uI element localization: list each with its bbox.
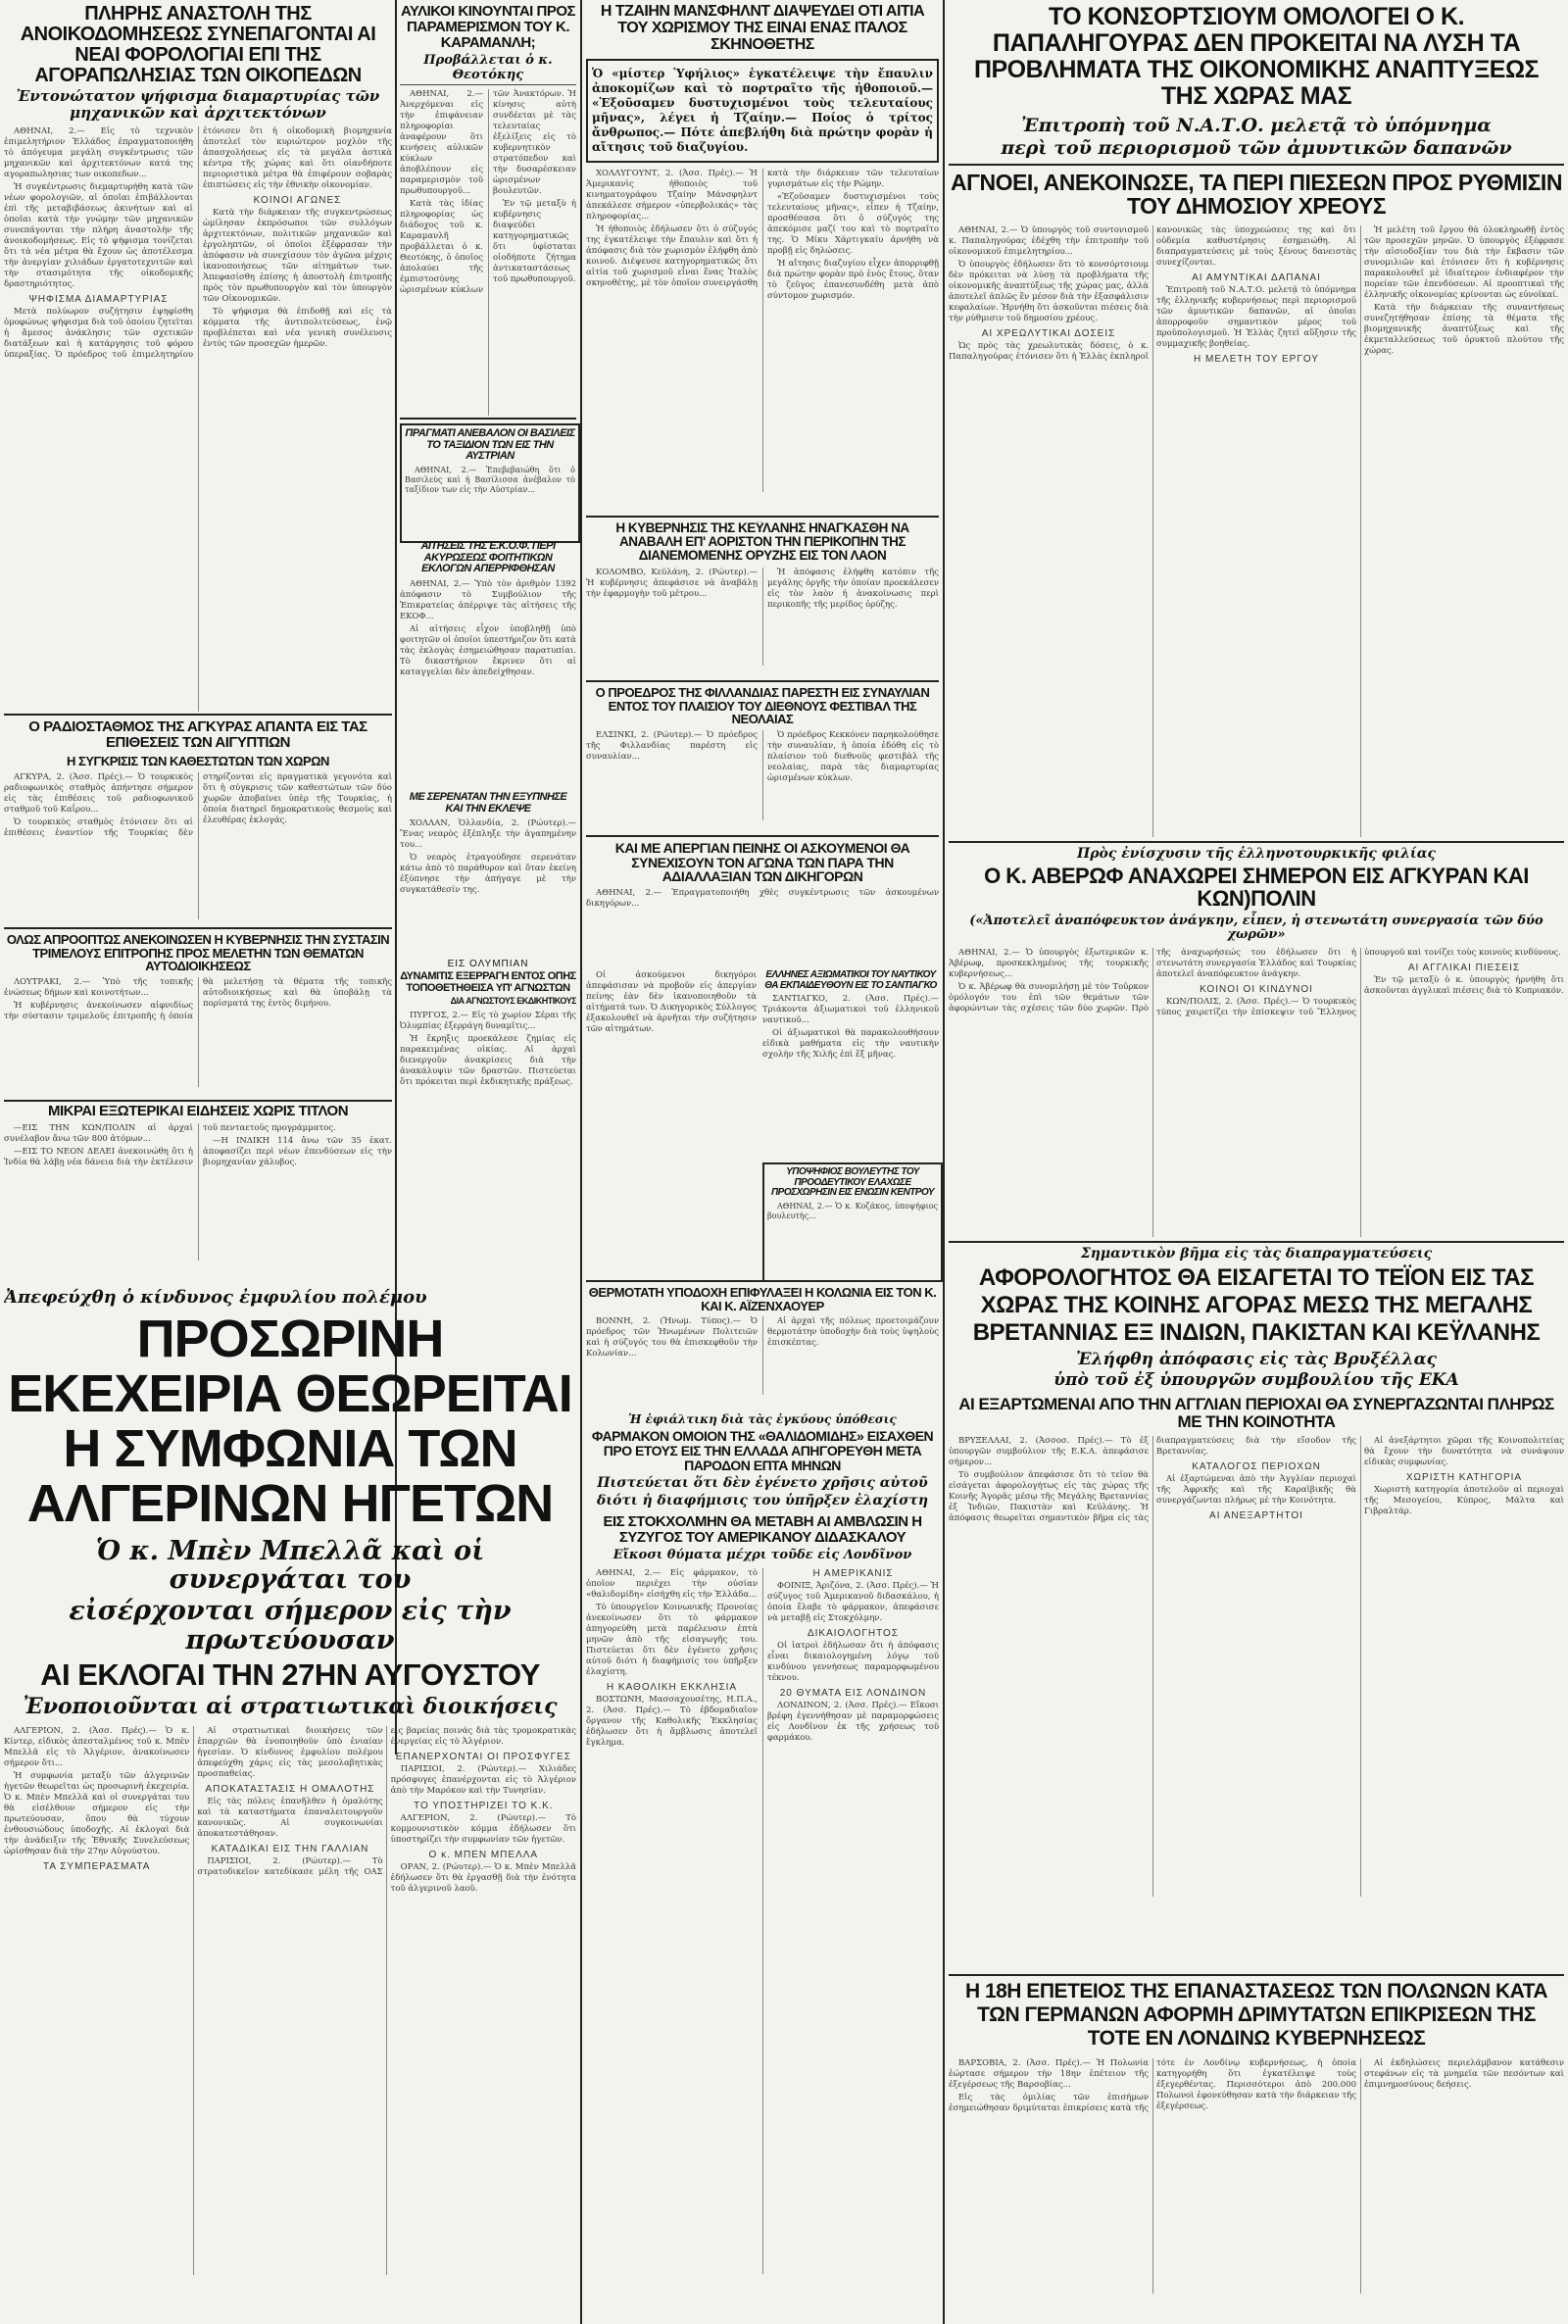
- article-body: —ΕΙΣ ΤΗΝ ΚΩΝ/ΠΟΛΙΝ αἱ ἀρχαὶ συνέλαβον ἄνω τῶν 800 ἀτόμων... —ΕΙΣ ΤΟ ΝΕΟΝ ΔΕΛΕΙ ἀνεκοινώθη ὅτι ἡ Ἰνδία θὰ λάβῃ νέα δάνεια διὰ τὴν ἐκτέλεσιν τοῦ πενταετοῦς προγράμματος. —Η ΙΝΔΙΚΗ 114 ἄνω τῶν 35 ἑκατ. ἀποφασίζει περὶ νέων ἐπενδύσεων εἰς τὴν βιομηχανίαν χάλυβος.: [4, 1122, 392, 1167]
- article-ekof: [400, 541, 576, 786]
- article-courtiers: [400, 4, 576, 416]
- article-body: ΑΛΓΕΡΙΟΝ, 2. (Ἀσσ. Πρές).— Ὁ κ. Κίντερ, εἰδικὸς ἀπεσταλμένος τοῦ κ. Μπὲν Μπελλᾶ εἰς τὸ Ἀλγέριον, ἀνακοίνωσεν σήμερον ὅτι... Ἡ συμφωνία μεταξὺ τῶν ἀλγερινῶν ἡγετῶν θεωρεῖται ὡς προσωρινὴ ἐκεχειρία. Ὁ κ. Μπὲν Μπελλᾶ καὶ οἱ συνεργάται του θὰ εἰσέλθουν σήμερον εἰς τὴν πρωτεύουσαν, ὅπου θὰ τύχουν ἐνθουσιώδους ὑποδοχῆς. Αἱ ἐκλογαὶ διὰ τὴν ἀνάδειξιν τῆς Ἐθνικῆς Συνελεύσεως ὡρίσθησαν διὰ τὴν 27ην Αὐγούστου. ΤΑ ΣΥΜΠΕΡΑΣΜΑΤΑ Αἱ στρατιωτικαὶ διοικήσεις τῶν ἐπαρχιῶν θὰ ἐνοποιηθοῦν ὑπὸ ἑνιαίαν ἡγεσίαν. Ὁ κίνδυνος ἐμφυλίου πολέμου ἀπεφεύχθη χάρις εἰς τὰς μεσολαβητικὰς προσπαθείας. ΑΠΟΚΑΤΑΣΤΑΣΙΣ Η ΟΜΑΛΟΤΗΣ Εἰς τὰς πόλεις ἐπανῆλθεν ἡ ὁμαλότης καὶ τὰ καταστήματα ἐπαναλειτουργοῦν κανονικῶς. Αἱ συγκοινωνίαι ἀποκατεστάθησαν. ΚΑΤΑΔΙΚΑΙ ΕΙΣ ΤΗΝ ΓΑΛΛΙΑΝ ΠΑΡΙΣΙΟΙ, 2. (Ρώυτερ).— Τὸ στρατοδικεῖον κατεδίκασε μέλη τῆς ΟΑΣ εἰς βαρείας ποινάς διὰ τὰς τρομοκρατικὰς ἐνεργείας εἰς τὸ Ἀλγέριον. ΕΠΑΝΕΡΧΟΝΤΑΙ ΟΙ ΠΡΟΣΦΥΓΕΣ ΠΑΡΙΣΙΟΙ, 2. (Ρώυτερ).— Χιλιάδες πρόσφυγες ἐπανέρχονται εἰς τὸ Ἀλγέριον ἀπὸ τὴν Μαρόκον καὶ τὴν Τυνησίαν. ΤΟ ΥΠΟΣΤΗΡΙΖΕΙ ΤΟ Κ.Κ. ΑΛΓΕΡΙΟΝ, 2. (Ρώυτερ).— Τὸ κομμουνιστικὸν κόμμα ἐδήλωσεν ὅτι ὑποστηρίζει τὴν συμφωνίαν τῶν ἡγετῶν. Ο κ. ΜΠΕΝ ΜΠΕΛΛΑ ΟΡΑΝ, 2. (Ρώυτερ).— Ὁ κ. Μπὲν Μπελλᾶ ἐδήλωσεν ὅτι θὰ ἐργασθῇ διὰ τὴν ἑνότητα τοῦ ἀλγερινοῦ λαοῦ.: [4, 1726, 576, 1895]
- divider: [949, 1241, 1564, 1243]
- headline: ΜΙΚΡΑΙ ΕΞΩΤΕΡΙΚΑΙ ΕΙΔΗΣΕΙΣ ΧΩΡΙΣ ΤΙΤΛΟΝ: [47, 1104, 349, 1119]
- divider: [586, 516, 939, 518]
- headline: ΠΡΟΣΩΡΙΝΗ ΕΚΕΧΕΙΡΙΑ ΘΕΩΡΕΙΤΑΙ Η ΣΥΜΦΩΝΙΑ ΤΩΝ ΑΛΓΕΡΙΝΩΝ ΗΓΕΤΩΝ: [8, 1309, 572, 1533]
- headline: ΜΕ ΣΕΡΕΝΑΤΑΝ ΤΗΝ ΕΞΥΠΝΗΣΕ ΚΑΙ ΤΗΝ ΕΚΛΕΨΕ: [409, 792, 567, 815]
- article-averoff: [949, 845, 1564, 1237]
- section-kicker: ΚΑΤΑΔΙΚΑΙ ΕΙΣ ΤΗΝ ΓΑΛΛΙΑΝ: [211, 1844, 369, 1855]
- article-polish-uprising: [949, 1980, 1564, 2320]
- lead-box: [586, 59, 939, 163]
- headline: ΑΥΛΙΚΟΙ ΚΙΝΟΥΝΤΑΙ ΠΡΟΣ ΠΑΡΑΜΕΡΙΣΜΟΝ ΤΟΥ Κ. ΚΑΡΑΜΑΝΛΗ;: [400, 4, 576, 51]
- headline: ΕΛΛΗΝΕΣ ΑΞΙΩΜΑΤΙΚΟΙ ΤΟΥ ΝΑΥΤΙΚΟΥ ΘΑ ΕΚΠΑΙΔΕΥΘΟΥΝ ΕΙΣ ΤΟ ΣΑΝΤΙΑΓΚΟ: [764, 970, 937, 991]
- subhead: ὑπὸ τοῦ ἐξ ὑπουργῶν συμβουλίου τῆς ΕΚΑ: [1054, 1370, 1459, 1391]
- subhead: Ἐλήφθη ἀπόφασις εἰς τὰς Βρυξέλλας: [1076, 1350, 1437, 1370]
- section-kicker: ΤΟ ΥΠΟΣΤΗΡΙΖΕΙ ΤΟ Κ.Κ.: [414, 1801, 554, 1812]
- byline: ΔΙΑ ΑΓΝΩΣΤΟΥΣ ΕΚΔΙΚΗΤΙΚΟΥΣ: [450, 996, 576, 1007]
- article-eisenhower: [586, 1280, 939, 1408]
- section-kicker: Η ΑΜΕΡΙΚΑΝΙΣ: [812, 1567, 894, 1579]
- kicker: Ἀπεφεύχθη ὁ κίνδυνος ἐμφυλίου πολέμου: [4, 1287, 427, 1308]
- kicker: Ἡ ἐφιάλτικη διὰ τὰς ἐγκύους ὑπόθεσις: [628, 1412, 897, 1426]
- section-kicker: ΤΑ ΣΥΜΠΕΡΑΣΜΑΤΑ: [42, 1861, 151, 1873]
- section-kicker: Η ΚΑΘΟΛΙΚΗ ΕΚΚΛΗΣΙΑ: [606, 1681, 738, 1693]
- subhead: Ὁ κ. Μπὲν Μπελλᾶ καὶ οἱ συνεργάται του: [95, 1535, 485, 1596]
- headline: ΚΑΙ ΜΕ ΑΠΕΡΓΙΑΝ ΠΕΙΝΗΣ ΟΙ ΑΣΚΟΥΜΕΝΟΙ ΘΑ ΣΥΝΕΧΙΣΟΥΝ ΤΟΝ ΑΓΩΝΑ ΤΩΝ ΠΑΡΑ ΤΗΝ ΑΔΙΑΛΛΑΞΙΑΝ ΤΩΝ ΔΙΚΗΓΟΡΩΝ: [614, 841, 910, 885]
- article-body: ΒΡΥΞΕΛΛΑΙ, 2. (Ἀσσοσ. Πρές).— Τὸ ἐξ ὑπουργῶν συμβούλιον τῆς Ε.Κ.Α. ἀπεφάσισε σήμερον... Τὸ συμβούλιον ἀπεφάσισε ὅτι τὸ τεῖον θὰ εἰσάγεται ἀφορολογήτως εἰς τὰς χώρας τῆς Κοινῆς Ἀγορᾶς μέσῳ τῆς Μεγάλης Βρεταννίας ἐξ Ἰνδιῶν, Πακιστὰν καὶ Κεϋλάνης. Ἡ ἀπόφασις θεωρεῖται σημαντικὸν βῆμα εἰς τὰς διαπραγματεύσεις διὰ τὴν εἴσοδον τῆς Βρεταννίας. ΚΑΤΑΛΟΓΟΣ ΠΕΡΙΟΧΩΝ Αἱ ἐξαρτώμεναι ἀπὸ τὴν Ἀγγλίαν περιοχαὶ τῆς Ἀφρικῆς καὶ τῆς Καραϊβικῆς θὰ συνεργάζωνται πλήρως μὲ τὴν Κοινότητα. ΑΙ ΑΝΕΞΑΡΤΗΤΟΙ Αἱ ἀνεξάρτητοι χῶραι τῆς Κοινοπολιτείας θὰ ἔχουν τὴν δυνατότητα νὰ συνάψουν εἰδικὰς συμφωνίας. ΧΩΡΙΣΤΗ ΚΑΤΗΓΟΡΙΑ Χωριστὴ κατηγορία ἀποτελοῦν αἱ περιοχαὶ τῆς Μεσογείου, Κύπρος, Μάλτα καὶ Γιβραλτάρ.: [949, 1436, 1564, 1524]
- article-body: ΑΘΗΝΑΙ, 2.— Εἰς τὸ τεχνικὸν ἐπιμελητήριον Ἑλλάδος ἐπραγματοποιήθη τὸ ἀπόγευμα μεγάλη συγκέντρωσις τῶν μηχανικῶν καὶ ἀρχιτεκτόνων κατά της αγοραπωλησιας των οικοπεδων... Ἡ συγκέντρωσις διεμαρτυρήθη κατὰ τῶν νέων φορολογιῶν, αἱ ὁποῖαι ἐπιβάλλονται ἐπὶ τῆς μεταβιβάσεως ἀκινήτων καὶ αἱ ὁποῖαι κατὰ τὴν γνώμην τῶν μηχανικῶν συνεπάγονται τὴν πλήρη ἀναστολὴν τῆς ἀνοικοδομήσεως. Εἰς τὸ ψήφισμα τονίζεται ὅτι τὰ νέα μέτρα θὰ ἔχουν ὡς ἀποτέλεσμα τὴν ἀνεργίαν χιλιάδων ἐργατοτεχνιτῶν καὶ τὴν στασιμότητα τῆς οἰκοδομικῆς δραστηριότητος. ΨΗΦΙΣΜΑ ΔΙΑΜΑΡΤΥΡΙΑΣ Μετὰ πολύωρον συζήτησιν ἐψηφίσθη ὁμοφώνως ψήφισμα διὰ τοῦ ὁποίου ζητεῖται ἡ ἄμεσος ἀνάκλησις τῶν σχετικῶν διατάξεων καὶ ἡ κατάργησις τοῦ φόρου ὑπεραξίας. Ὁ πρόεδρος τοῦ ἐπιμελητηρίου ἐτόνισεν ὅτι ἡ οἰκοδομικὴ βιομηχανία ἀποτελεῖ τὸν κυριώτερον μοχλὸν τῆς ἀπασχολήσεως εἰς τὰ μεγάλα ἀστικὰ κέντρα τῆς χώρας καὶ ὅτι οἱανδήποτε περιοριστικὰ μέτρα θὰ ἐπιφέρουν σοβαρὰς ἐπιπτώσεις εἰς τὴν ἐθνικὴν οἰκονομίαν. ΚΟΙΝΟΙ ΑΓΩΝΕΣ Κατὰ τὴν διάρκειαν τῆς συγκεντρώσεως ὡμίλησαν ἐκπρόσωποι τῶν συλλόγων ἀρχιτεκτόνων, πολιτικῶν μηχανικῶν καὶ ἐργοληπτῶν, οἱ ὁποῖοι ἐξέφρασαν τὴν ἀπόφασιν νὰ συνεχίσουν τὸν ἀγῶνα μέχρις ἱκανοποιήσεως τῶν αἰτημάτων των. Ἀπεφασίσθη ἐπίσης ἡ ἀποστολὴ ἐπιτροπῆς πρὸς τὸν πρωθυπουργὸν καὶ τὸν ὑπουργὸν τῶν Οἰκονομικῶν. Τὸ ψήφισμα θὰ ἐπιδοθῇ καὶ εἰς τὰ κόμματα τῆς ἀντιπολιτεύσεως, ἐνῷ προβλέπεται καὶ νέα γενικὴ συνέλευσις ἐντὸς τῶν προσεχῶν ἡμερῶν.: [4, 126, 392, 360]
- section-kicker: 20 ΘΥΜΑΤΑ ΕΙΣ ΛΟΝΔΙΝΟΝ: [779, 1687, 927, 1699]
- divider: [4, 927, 392, 929]
- column-rule: [943, 0, 945, 2324]
- article-body: ΑΘΗΝΑΙ, 2.— Ὑπὸ τὸν ἀριθμὸν 1392 ἀπόφασιν τὸ Συμβούλιον τῆς Ἐπικρατείας ἀπέρριψε τὰς αἰτήσεις τῆς ΕΚΟΦ... Αἱ αἰτήσεις εἶχον ὑποβληθῇ ὑπὸ φοιτητῶν οἱ ὁποῖοι ὑπεστήριζον ὅτι κατὰ τὰς ἐκλογὰς ἐσημειώθησαν παρατυπίαι. Τὸ δικαστήριον ἔκρινεν ὅτι αἱ καταγγελίαι δὲν ἀπεδείχθησαν.: [400, 578, 576, 677]
- headline: ΠΡΑΓΜΑΤΙ ΑΝΕΒΑΛΟΝ ΟΙ ΒΑΣΙΛΕΙΣ ΤΟ ΤΑΞΙΔΙΟΝ ΤΩΝ ΕΙΣ ΤΗΝ ΑΥΣΤΡΙΑΝ: [405, 427, 575, 463]
- section-kicker: ΕΙΣ ΟΛΥΜΠΙΑΝ: [447, 959, 529, 969]
- article-body: ΑΘΗΝΑΙ, 2.— Ὁ ὑπουργὸς ἐξωτερικῶν κ. Ἀβέρωφ, προσκεκλημένος τῆς τουρκικῆς κυβερνήσεως... Ὁ κ. Ἀβέρωφ θὰ συνομιλήσῃ μὲ τὸν Τοῦρκον ὁμόλογόν του ἐπὶ τῶν θεμάτων τῶν ἀφορώντων τὰς σχέσεις τῶν δύο χωρῶν. Πρὸ τῆς ἀναχωρήσεώς του ἐδήλωσεν ὅτι ἡ στενωτάτη συνεργασία Ἑλλάδος καὶ Τουρκίας ἀποτελεῖ ἀναπόφευκτον ἀνάγκην. ΚΟΙΝΟΙ ΟΙ ΚΙΝΔΥΝΟΙ ΚΩΝ/ΠΟΛΙΣ, 2. (Ἀσσ. Πρές).— Ὁ τουρκικὸς τύπος χαιρετίζει τὴν ἐπίσκεψιν τοῦ Ἕλληνος ὑπουργοῦ καὶ τονίζει τοὺς κοινοὺς κινδύνους. ΑΙ ΑΓΓΛΙΚΑΙ ΠΙΕΣΕΙΣ Ἐν τῷ μεταξὺ ὁ κ. ὑπουργὸς ἠρνήθη ὅτι ἀσκοῦνται ἀγγλικαὶ πιέσεις διὰ τὸ Κυπριακόν.: [949, 948, 1564, 1018]
- section-kicker: ΑΙ ΑΜΥΝΤΙΚΑΙ ΔΑΠΑΝΑΙ: [1192, 272, 1321, 284]
- subhead: Προβάλλεται ὁ κ. Θεοτόκης: [400, 54, 576, 85]
- divider: [4, 714, 392, 716]
- article-body: ΒΟΝΝΗ, 2. (Ἡνωμ. Τύπος).— Ὁ πρόεδρος τῶν Ἡνωμένων Πολιτειῶν καὶ ἡ σύζυγός του θὰ ἐπισκεφθοῦν τὴν Κολωνίαν... Αἱ ἀρχαὶ τῆς πόλεως προετοιμάζουν θερμοτάτην ὑποδοχὴν διὰ τοὺς ὑψηλοὺς ἐπισκέπτας.: [586, 1316, 939, 1360]
- section-kicker: ΑΙ ΧΡΕΩΛΥΤΙΚΑΙ ΔΟΣΕΙΣ: [981, 328, 1116, 340]
- headline: ΑΦΟΡΟΛΟΓΗΤΟΣ ΘΑ ΕΙΣΑΓΕΤΑΙ ΤΟ ΤΕΪΟΝ ΕΙΣ ΤΑΣ ΧΩΡΑΣ ΤΗΣ ΚΟΙΝΗΣ ΑΓΟΡΑΣ ΜΕΣΩ ΤΗΣ ΜΕΓΑΛΗΣ ΒΡΕΤΑΝΝΙΑΣ ΕΞ ΙΝΔΙΩΝ, ΠΑΚΙΣΤΑΝ ΚΑΙ ΚΕΫΛΑΝΗΣ: [972, 1264, 1541, 1347]
- article-self-government: [4, 933, 392, 1098]
- article-ceylon-rice: [586, 521, 939, 678]
- article-body: ΑΘΗΝΑΙ, 2.— Ἐπραγματοποιήθη χθὲς συγκέντρωσις τῶν ἀσκουμένων δικηγόρων...: [586, 888, 939, 910]
- divider: [400, 418, 576, 420]
- article-body: ΑΘΗΝΑΙ, 2.— Ὁ κ. Κοζάκος, ὑποψήφιος βουλευτὴς...: [767, 1201, 938, 1220]
- section-kicker: ΧΩΡΙΣΤΗ ΚΑΤΗΓΟΡΙΑ: [1405, 1472, 1523, 1484]
- headline: Η 18Η ΕΠΕΤΕΙΟΣ ΤΗΣ ΕΠΑΝΑΣΤΑΣΕΩΣ ΤΩΝ ΠΟΛΩΝΩΝ ΚΑΤΑ ΤΩΝ ΓΕΡΜΑΝΩΝ ΑΦΟΡΜΗ ΔΡΙΜΥΤΑΤΩΝ ΕΠΙΚΡΙΣΕΩΝ ΤΗΣ ΤΟΤΕ ΕΝ ΛΟΝΔΙΝΩ ΚΥΒΕΡΝΗΣΕΩΣ: [964, 1980, 1548, 2050]
- headline: ΦΑΡΜΑΚΟΝ ΟΜΟΙΟΝ ΤΗΣ «ΘΑΛΙΔΟΜΙΔΗΣ» ΕΙΣΑΧΘΕΝ ΠΡΟ ΕΤΟΥΣ ΕΙΣ ΤΗΝ ΕΛΛΑΔΑ ΑΠΗΓΟΡΕΥΘΗ ΜΕΤΑ ΠΑΡΟΔΟΝ ΕΠΤΑ ΜΗΝΩΝ: [591, 1428, 934, 1473]
- divider: [949, 164, 1564, 166]
- subhead: Ἐνοποιοῦνται αἱ στρατιωτικαὶ διοικήσεις: [23, 1694, 558, 1720]
- article-body: ΠΥΡΓΟΣ, 2.— Εἰς τὸ χωρίον Σέραι τῆς Ὀλυμπίας ἐξερράγη δυναμῖτις... Ἡ ἔκρηξις προεκάλεσε ζημίας εἰς παρακειμένας οἰκίας. Αἱ ἀρχαὶ διενεργοῦν ἀνακρίσεις διὰ τὴν ἀνακάλυψιν τῶν δραστῶν. Πιστεύεται ὅτι πρόκειται περὶ ἐκδικητικῆς πράξεως.: [400, 1010, 576, 1087]
- article-body: ΑΘΗΝΑΙ, 2.— Ἐπεβεβαιώθη ὅτι ὁ Βασιλεὺς καὶ ἡ Βασίλισσα ἀνέβαλον τὸ ταξίδιον των εἰς τὴν Αὐστρίαν...: [405, 465, 575, 494]
- article-navy-officers: [762, 970, 939, 1157]
- headline: ΘΕΡΜΟΤΑΤΗ ΥΠΟΔΟΧΗ ΕΠΙΦΥΛΑΞΕΙ Η ΚΟΛΩΝΙΑ ΕΙΣ ΤΟΝ Κ. ΚΑΙ Κ. ΑΪΖΕΝΧΑΟΥΕΡ: [588, 1285, 937, 1313]
- section-kicker: ΑΙ ΑΓΓΛΙΚΑΙ ΠΙΕΣΕΙΣ: [1407, 963, 1521, 974]
- article-body: ΑΘΗΝΑΙ, 2.— Εἰς φάρμακον, τὸ ὁποῖον περιέχει τὴν οὐσίαν «θαλιδομίδη» εἰσήχθη εἰς τὴν Ἑλλάδα... Τὸ ὑπουργεῖον Κοινωνικῆς Προνοίας ἀνεκοίνωσεν ὅτι τὸ φάρμακον ἀπηγορεύθη μετὰ παρέλευσιν ἑπτὰ μηνῶν ἀπὸ τῆς εἰσαγωγῆς του. Πιστεύεται ὅτι δὲν ἐγένετο χρῆσις αὐτοῦ διότι ἡ διαφήμισίς του ὑπῆρξεν ἐλαχίστη. Η ΚΑΘΟΛΙΚΗ ΕΚΚΛΗΣΙΑ ΒΟΣΤΩΝΗ, Μασσαχουσέτης, Η.Π.Α., 2. (Ἀσσ. Πρές).— Τὸ ἑβδομαδιαῖον ὄργανον τῆς Καθολικῆς Ἐκκλησίας ἐδήλωσεν ὅτι ἡ ἄμβλωσις ἀποτελεῖ ἔγκλημα. Η ΑΜΕΡΙΚΑΝΙΣ ΦΟΙΝΙΞ, Ἀριζόνα, 2. (Ἀσσ. Πρές).— Ἡ σύζυγος τοῦ Ἀμερικανοῦ διδασκάλου, ἡ ὁποία ἔλαβε τὸ φάρμακον, ἀπεφάσισε νὰ μεταβῇ εἰς Στοκχόλμην. ΔΙΚΑΙΟΛΟΓΗΤΟΣ Οἱ ἰατροὶ ἐδήλωσαν ὅτι ἡ ἀπόφασις εἶναι δικαιολογημένη λόγῳ τοῦ κινδύνου γεννήσεως παραμορφωμένου τέκνου. 20 ΘΥΜΑΤΑ ΕΙΣ ΛΟΝΔΙΝΟΝ ΛΟΝΔΙΝΟΝ, 2. (Ἀσσ. Πρές).— Εἴκοσι βρέφη ἐγεννήθησαν μὲ παραμορφώσεις εἰς Λονδῖνον ἐκ τῆς χρήσεως τοῦ φαρμάκου.: [586, 1567, 939, 1748]
- lead-text: Ὁ «μίστερ Ὑφήλιος» ἐγκατέλειψε τὴν ἔπαυλιν ἀποκομίζων καὶ τὸ πορτραῖτο τῆς ἠθοποιοῦ.— «Ἐξοῦσαμεν δυστυχισμένοι τοὺς τελευταίους μῆνας», λέγει ἡ Τζαίην.— Ποίος ὁ τρίτος ἄνθρωπος.— Πότε ἀπεβλήθη διὰ πρώτην φορὰν ἡ αἴτησις τοῦ διαζυγίου.: [592, 67, 933, 155]
- headline: ΤΟ ΚΟΝΣΟΡΤΣΙΟΥΜ ΟΜΟΛΟΓΕΙ Ο Κ. ΠΑΠΑΛΗΓΟΥΡΑΣ ΔΕΝ ΠΡΟΚΕΙΤΑΙ ΝΑ ΛΥΣΗ ΤΑ ΠΡΟΒΛΗΜΑΤΑ ΤΗΣ ΟΙΚΟΝΟΜΙΚΗΣ ΑΝΑΠΤΥΞΕΩΣ ΤΗΣ ΧΩΡΑΣ ΜΑΣ: [973, 4, 1540, 110]
- kicker: Σημαντικὸν βῆμα εἰς τὰς διαπραγματεύσεις: [1080, 1246, 1433, 1261]
- divider: [4, 1100, 392, 1102]
- article-finland: [586, 686, 939, 833]
- headline: ΥΠΟΨΗΦΙΟΣ ΒΟΥΛΕΥΤΗΣ ΤΟΥ ΠΡΟΟΔΕΥΤΙΚΟΥ ΕΛΑΧΩΣΕ ΠΡΟΣΧΩΡΗΣΙΝ ΕΙΣ ΕΝΩΣΙΝ ΚΕΝΤΡΟΥ: [770, 1166, 935, 1198]
- section-kicker: Η ΜΕΛΕΤΗ ΤΟΥ ΕΡΓΟΥ: [1194, 354, 1319, 366]
- section-kicker: ΚΟΙΝΟΙ ΟΙ ΚΙΝΔΥΝΟΙ: [1200, 984, 1313, 996]
- kicker: Πρὸς ἐνίσχυσιν τῆς ἑλληνοτουρκικῆς φιλίας: [1076, 846, 1437, 862]
- article-body: ΑΘΗΝΑΙ, 2.— Ὁ ὑπουργὸς τοῦ συντονισμοῦ κ. Παπαληγούρας ἐδέχθη τὴν ἐπιτροπὴν τοῦ οἰκονομικοῦ ἐπιμελητηρίου... Ὁ ὑπουργὸς ἐδήλωσεν ὅτι τὸ κονσόρτσιουμ δὲν πρόκειται νὰ λύσῃ τὰ προβλήματα τῆς οἰκονομικῆς ἀναπτύξεως τῆς χώρας μας, ἀλλὰ ἀποτελεῖ ἁπλῶς ἓν μέσον διὰ τὴν ἐξασφάλισιν κεφαλαίων. Ἠρνήθη ὅτι ἀσκοῦνται πιέσεις διὰ τὴν ρύθμισιν τοῦ δημοσίου χρέους. ΑΙ ΧΡΕΩΛΥΤΙΚΑΙ ΔΟΣΕΙΣ Ὡς πρὸς τὰς χρεωλυτικὰς δόσεις, ὁ κ. Παπαληγούρας ἐτόνισεν ὅτι ἡ Ἑλλὰς ἐκπληροῖ κανονικῶς τὰς ὑποχρεώσεις της καὶ ὅτι οὐδεμία καθυστέρησις ἐσημειώθη. Αἱ διαπραγματεύσεις μὲ τοὺς ξένους δανειστὰς συνεχίζονται. ΑΙ ΑΜΥΝΤΙΚΑΙ ΔΑΠΑΝΑΙ Ἐπιτροπὴ τοῦ Ν.Α.Τ.Ο. μελετᾷ τὸ ὑπόμνημα τῆς ἑλληνικῆς κυβερνήσεως περὶ περιορισμοῦ τῶν ἀμυντικῶν δαπανῶν, αἱ ὁποῖαι ἀπορροφοῦν σημαντικὸν μέρος τοῦ προϋπολογισμοῦ. Ἡ Ἑλλὰς ζητεῖ αὔξησιν τῆς συμμαχικῆς βοηθείας. Η ΜΕΛΕΤΗ ΤΟΥ ΕΡΓΟΥ Ἡ μελέτη τοῦ ἔργου θὰ ὁλοκληρωθῇ ἐντὸς τῶν προσεχῶν μηνῶν. Ὁ ὑπουργὸς ἐξέφρασε τὴν αἰσιοδοξίαν του διὰ τὴν ἔκβασιν τῶν συνομιλιῶν καὶ ἐτόνισεν ὅτι ἡ κυβέρνησις παρακολουθεῖ μὲ ἰδιαίτερον ἐνδιαφέρον τὴν πορείαν τῶν ἐπενδύσεων. Αἱ προοπτικαὶ τῆς ἑλληνικῆς οἰκονομίας κρίνονται ὡς εὐνοϊκαί. Κατὰ τὴν διάρκειαν τῆς συναντήσεως συνεζητήθησαν ἐπίσης τὰ θέματα τῆς βιομηχανικῆς ἀναπτύξεως καὶ τῆς ἐκμεταλλεύσεως τοῦ ὀρυκτοῦ πλούτου τῆς χώρας.: [949, 225, 1564, 366]
- headline-secondary: ΑΙ ΕΚΛΟΓΑΙ ΤΗΝ 27ΗΝ ΑΥΓΟΥΣΤΟΥ: [40, 1656, 540, 1692]
- divider: [586, 835, 939, 837]
- article-hunger-strike: [586, 841, 939, 968]
- divider: [949, 841, 1564, 843]
- subhead: («Ἀποτελεῖ ἀναπόφευκτον ἀνάγκην, εἶπεν, ἡ στενωτάτη συνεργασία τῶν δύο χωρῶν»: [969, 913, 1544, 942]
- headline: ΠΛΗΡΗΣ ΑΝΑΣΤΟΛΗ ΤΗΣ ΑΝΟΙΚΟΔΟΜΗΣΕΩΣ ΣΥΝΕΠΑΓΟΝΤΑΙ ΑΙ ΝΕΑΙ ΦΟΡΟΛΟΓΙΑΙ ΕΠΙ ΤΗΣ ΑΓΟΡΑΠΩΛΗΣΙΑΣ ΤΩΝ ΟΙΚΟΠΕΔΩΝ: [20, 4, 376, 86]
- section-kicker: ΨΗΦΙΣΜΑ ΔΙΑΜΑΡΤΥΡΙΑΣ: [28, 294, 169, 305]
- section-kicker: ΚΟΙΝΟΙ ΑΓΩΝΕΣ: [253, 195, 342, 206]
- headline: Η ΤΖΑΙΗΝ ΜΑΝΣΦΗΛΝΤ ΔΙΑΨΕΥΔΕΙ ΟΤΙ ΑΙΤΙΑ ΤΟΥ ΧΩΡΙΣΜΟΥ ΤΗΣ ΕΙΝΑΙ ΕΝΑΣ ΙΤΑΛΟΣ ΣΚΗΝΟΘΕΤΗΣ: [600, 4, 925, 53]
- subhead: διότι ἡ διαφήμισις του ὑπῆρξεν ἐλαχίστη: [596, 1492, 928, 1508]
- headline: Ο Κ. ΑΒΕΡΩΦ ΑΝΑΧΩΡΕΙ ΣΗΜΕΡΟΝ ΕΙΣ ΑΓΚΥΡΑΝ ΚΑΙ ΚΩΝ)ΠΟΛΙΝ: [984, 864, 1529, 912]
- subhead: περὶ τοῦ περιορισμοῦ τῶν ἀμυντικῶν δαπανῶν: [1001, 136, 1512, 159]
- section-kicker: Ο κ. ΜΠΕΝ ΜΠΕΛΛΑ: [428, 1850, 539, 1861]
- column-rule: [580, 1294, 582, 2324]
- subhead: εἰσέρχονται σήμερον εἰς τὴν πρωτεύουσαν: [69, 1596, 512, 1656]
- headline: ΟΛΩΣ ΑΠΡΟΟΠΤΩΣ ΑΝΕΚΟΙΝΩΣΕΝ Η ΚΥΒΕΡΝΗΣΙΣ ΤΗΝ ΣΥΣΤΑΣΙΝ ΤΡΙΜΕΛΟΥΣ ΕΠΙΤΡΟΠΗΣ ΠΡΟΣ ΜΕΛΕΤΗΝ ΤΩΝ ΘΕΜΑΤΩΝ ΑΥΤΟΔΙΟΙΚΗΣΕΩΣ: [6, 933, 390, 974]
- article-body: ΧΟΛΛΥΓΟΥΝΤ, 2. (Ἀσσ. Πρές).— Ἡ Ἀμερικανὶς ἠθοποιὸς τοῦ κινηματογράφου Τζαίην Μάνσφηλντ ἀπεκάλεσε σήμερον «ὑπερβολικάς» τὰς πληροφορίας... Ἡ ἠθοποιὸς ἐδήλωσεν ὅτι ὁ σύζυγός της ἐγκατέλειψε τὴν ἔπαυλιν καὶ ὅτι ἡ ἀπόφασις διὰ τὸν χωρισμὸν ἐλήφθη ἀπὸ κοινοῦ. Διέψευσε κατηγορηματικῶς ὅτι αἰτία τοῦ χωρισμοῦ εἶναι ἕνας Ἰταλὸς σκηνοθέτης, μὲ τὸν ὁποῖον συνειργάσθη κατὰ τὴν διάρκειαν τῶν τελευταίων γυρισμάτων εἰς τὴν Ρώμην. «Ἐζοῦσαμεν δυστυχισμένοι τοὺς τελευταίους μῆνας», εἶπεν ἡ Τζαίην, προσθέσασα ὅτι ὁ σύζυγός της ἀπεκόμισε μαζί του καὶ τὸ πορτραῖτο της. Ὁ Μίκυ Χάρτιγκαίυ ἀρνήθη νὰ προβῇ εἰς δηλώσεις. Ἡ αἴτησις διαζυγίου εἶχεν ἀπορριφθῇ διὰ πρώτην φορὰν πρὸ ἑνὸς ἔτους, ὅταν τὸ ζεῦγος ἐπανεσυνδέθη μετὰ ἀπὸ σύντομον χωρισμόν.: [586, 169, 939, 302]
- subhead: Πιστεύεται ὅτι δὲν ἐγένετο χρῆσις αὐτοῦ: [597, 1475, 928, 1492]
- headline-secondary: ΑΓΝΟΕΙ, ΑΝΕΚΟΙΝΩΣΕ, ΤΑ ΠΕΡΙ ΠΙΕΣΕΩΝ ΠΡΟΣ ΡΥΘΜΙΣΙΝ ΤΟΥ ΔΗΜΟΣΙΟΥ ΧΡΕΟΥΣ: [951, 169, 1562, 219]
- headline: Ο ΡΑΔΙΟΣΤΑΘΜΟΣ ΤΗΣ ΑΓΚΥΡΑΣ ΑΠΑΝΤΑ ΕΙΣ ΤΑΣ ΕΠΙΘΕΣΕΙΣ ΤΩΝ ΑΙΓΥΠΤΙΩΝ: [28, 719, 368, 751]
- subhead: Ἐπιτροπὴ τοῦ Ν.Α.Τ.Ο. μελετᾷ τὸ ὑπόμνημα: [1021, 115, 1492, 136]
- headline-secondary: ΕΙΣ ΣΤΟΚΧΟΛΜΗΝ ΘΑ ΜΕΤΑΒΗ ΑΙ ΑΜΒΛΩΣΙΝ Η ΣΥΖΥΓΟΣ ΤΟΥ ΑΜΕΡΙΚΑΝΟΥ ΔΙΔΑΣΚΑΛΟΥ: [603, 1513, 922, 1546]
- article-body: ΧΟΛΛΑΝ, Ὁλλανδία, 2. (Ρώυτερ).— Ἕνας νεαρὸς ἐξέπληξε τὴν ἀγαπημένην του... Ὁ νεαρὸς ἐτραγούδησε σερενάταν κάτω ἀπὸ τὸ παράθυρον καὶ ὅταν ἐκείνη ἐξύπνησε τὴν ἀπήγαγε μὲ τὴν συγκατάθεσίν της.: [400, 818, 576, 896]
- article-thalidomide: [586, 1411, 939, 2320]
- article-body: ΕΛΣΙΝΚΙ, 2. (Ρώυτερ).— Ὁ πρόεδρος τῆς Φιλλανδίας παρέστη εἰς συναυλίαν... Ὁ πρόεδρος Κεκκόνεν παρηκολούθησε τὴν συναυλίαν, ἡ ὁποία ἐδόθη εἰς τὸ πλαίσιον τοῦ διεθνοῦς φεστιβὰλ τῆς νεολαίας, παρὰ τὰς διαμαρτυρίας ὡρισμένων κύκλων.: [586, 729, 939, 783]
- headline: ΔΥΝΑΜΙΤΙΣ ΕΞΕΡΡΑΓΗ ΕΝΤΟΣ ΟΠΗΣ ΤΟΠΟΘΕΤΗΘΕΙΣΑ ΥΠ' ΑΓΝΩΣΤΩΝ: [400, 970, 576, 994]
- subhead: Ἐντονώτατον ψήφισμα διαμαρτυρίας τῶν μηχανικῶν καὶ ἀρχιτεκτόνων: [16, 87, 380, 122]
- article-foreign-briefs: [4, 1104, 392, 1280]
- article-body: ΛΟΥΤΡΑΚΙ, 2.— Ὑπὸ τῆς τοπικῆς ἐνώσεως δήμων καὶ κοινοτήτων... Ἡ κυβέρνησις ἀνεκοίνωσεν αἰφνιδίως τὴν σύστασιν τριμελοῦς ἐπιτροπῆς ἡ ὁποία θὰ μελετήσῃ τὰ θέματα τῆς τοπικῆς αὐτοδιοικήσεως καὶ θὰ ὑποβάλῃ τὰ πορίσματά της ἐντὸς διμήνου.: [4, 976, 392, 1021]
- article-body: ΚΟΛΟΜΒΟ, Κεϋλάνη, 2. (Ρώυτερ).— Ἡ κυβέρνησις ἀπεφάσισε νὰ ἀναβάλῃ τὴν ἐφαρμογὴν τοῦ μέτρου... Ἡ ἀπόφασις ἐλήφθη κατόπιν τῆς μεγάλης ὀργῆς τὴν ὁποίαν προεκάλεσεν εἰς τὸν λαὸν ἡ ἀνακοίνωσις περὶ περικοπῆς τῆς μερίδος ὀρύζης.: [586, 567, 939, 610]
- subhead: Η ΣΥΓΚΡΙΣΙΣ ΤΩΝ ΚΑΘΕΣΤΩΤΩΝ ΤΩΝ ΧΩΡΩΝ: [67, 753, 329, 768]
- article-consortium: [949, 4, 1564, 837]
- section-kicker: ΚΑΤΑΛΟΓΟΣ ΠΕΡΙΟΧΩΝ: [1192, 1461, 1321, 1473]
- article-body: ΑΓΚΥΡΑ, 2. (Ἀσσ. Πρές).— Ὁ τουρκικὸς ραδιοφωνικὸς σταθμὸς ἀπήντησε σήμερον εἰς τὰς ἐπιθέσεις τοῦ ραδιοφωνικοῦ σταθμοῦ τοῦ Καΐρου... Ὁ τουρκικὸς σταθμὸς ἐτόνισεν ὅτι αἱ ἐπιθέσεις ἐναντίον τῆς Τουρκίας δὲν στηρίζονται εἰς πραγματικὰ γεγονότα καὶ ὅτι ἡ σύγκρισις τῶν καθεστώτων τῶν δύο χωρῶν ἀποβαίνει ὑπὲρ τῆς Τουρκίας, ἡ ὁποία διατηρεῖ δημοκρατικοὺς θεσμοὺς καὶ ἐλευθέρας ἐκλογάς.: [4, 772, 392, 839]
- section-kicker: ΕΠΑΝΕΡΧΟΝΤΑΙ ΟΙ ΠΡΟΣΦΥΓΕΣ: [395, 1752, 571, 1763]
- subhead: Εἴκοσι θύματα μέχρι τοῦδε εἰς Λονδῖνον: [612, 1547, 912, 1562]
- article-body: ΣΑΝΤΙΑΓΚΟ, 2. (Ἀσσ. Πρές).— Τριάκοντα ἀξιωματικοὶ τοῦ ἑλληνικοῦ ναυτικοῦ... Οἱ ἀξιωματικοὶ θὰ παρακολουθήσουν εἰδικὰ μαθήματα εἰς τὴν ναυτικὴν σχολὴν τῆς Χιλῆς ἐπὶ ἕξ μῆνας.: [762, 994, 939, 1060]
- section-kicker: ΑΠΟΚΑΤΑΣΤΑΣΙΣ Η ΟΜΑΛΟΤΗΣ: [205, 1784, 375, 1796]
- article-olympia: [400, 955, 576, 1278]
- headline: Η ΚΥΒΕΡΝΗΣΙΣ ΤΗΣ ΚΕΫΛΑΝΗΣ ΗΝΑΓΚΑΣΘΗ ΝΑ ΑΝΑΒΑΛΗ ΕΠ' ΑΟΡΙΣΤΟΝ ΤΗΝ ΠΕΡΙΚΟΠΗΝ ΤΗΣ ΔΙΑΝΕΜΟΜΕΝΗΣ ΟΡΥΖΗΣ ΕΙΣ ΤΟΝ ΛΑΟΝ: [615, 521, 909, 564]
- article-serenade: [400, 792, 576, 949]
- article-mansfield: [586, 4, 939, 514]
- headline-secondary: ΑΙ ΕΞΑΡΤΩΜΕΝΑΙ ΑΠΟ ΤΗΝ ΑΓΓΛΙΑΝ ΠΕΡΙΟΧΑΙ ΘΑ ΣΥΝΕΡΓΑΖΩΝΤΑΙ ΠΛΗΡΩΣ ΜΕ ΤΗΝ ΚΟΙΝΟΤΗΤΑ: [958, 1394, 1554, 1431]
- article-hunger-strike-continued: [586, 970, 757, 1147]
- section-kicker: ΔΙΚΑΙΟΛΟΓΗΤΟΣ: [807, 1627, 900, 1639]
- article-body: Οἱ ἀσκούμενοι δικηγόροι ἀπεφάσισαν νὰ προβοῦν εἰς ἀπεργίαν πείνης ἐὰν δὲν ἱκανοποιηθοῦν τὰ αἰτήματά των. Ὁ Δικηγορικὸς Σύλλογος ἐξακολουθεῖ νὰ ἀρνῆται τὴν συζήτησιν τῶν αἰτημάτων.: [586, 970, 757, 1034]
- headline: ΑΙΤΗΣΕΙΣ ΤΗΣ Ε.Κ.Ο.Φ. ΠΕΡΙ ΑΚΥΡΩΣΕΩΣ ΦΟΙΤΗΤΙΚΩΝ ΕΚΛΟΓΩΝ ΑΠΕΡΡΙΦΘΗΣΑΝ: [420, 541, 556, 575]
- article-tea-tax-free: [949, 1245, 1564, 1970]
- article-candidate: [762, 1162, 943, 1282]
- article-algeria: [4, 1286, 576, 2320]
- divider: [586, 680, 939, 682]
- section-kicker: ΑΙ ΑΝΕΞΑΡΤΗΤΟΙ: [1209, 1510, 1303, 1522]
- article-ankara-radio: [4, 719, 392, 925]
- headline: Ο ΠΡΟΕΔΡΟΣ ΤΗΣ ΦΙΛΛΑΝΔΙΑΣ ΠΑΡΕΣΤΗ ΕΙΣ ΣΥΝΑΥΛΙΑΝ ΕΝΤΟΣ ΤΟΥ ΠΛΑΙΣΙΟΥ ΤΟΥ ΔΙΕΘΝΟΥΣ ΦΕΣΤΙΒΑΛ ΤΗΣ ΝΕΟΛΑΙΑΣ: [595, 686, 930, 727]
- column-rule: [580, 0, 582, 1294]
- article-reconstruction-tax: [4, 4, 392, 712]
- article-body: ΑΘΗΝΑΙ, 2.— Ἀνερχόμεναι εἰς τὴν ἐπιφάνειαν πληροφορίαι ἀναφέρουν ὅτι κινήσεις αὐλικῶν κύκλων ἀποβλέπουν εἰς παραμερισμὸν τοῦ πρωθυπουργοῦ... Κατὰ τὰς ἰδίας πληροφορίας ὡς διάδοχος τοῦ κ. Καραμανλῆ προβάλλεται ὁ κ. Θεοτόκης, ὁ ὁποῖος ἀπολαύει τῆς ἐμπιστοσύνης ὡρισμένων κύκλων τῶν Ἀνακτόρων. Ἡ κίνησις αὐτὴ συνδέεται μὲ τὰς τελευταίας ἐξελίξεις εἰς τὸ κυβερνητικὸν στρατόπεδον καὶ τὴν δυσαρέσκειαν ὡρισμένων βουλευτῶν. Ἐν τῷ μεταξὺ ἡ κυβέρνησις διαψεύδει κατηγορηματικῶς ὅτι ὑφίσταται οἱοδήποτε ζήτημα ἀντικαταστάσεως τοῦ πρωθυπουργοῦ.: [400, 88, 576, 295]
- article-kings-trip: [400, 423, 580, 543]
- divider: [949, 1974, 1564, 1976]
- article-body: ΒΑΡΣΟΒΙΑ, 2. (Ἀσσ. Πρές).— Ἡ Πολωνία ἐώρτασε σήμερον τὴν 18ην ἐπέτειον τῆς ἐξεγέρσεως τῆς Βαρσοβίας... Εἰς τὰς ὁμιλίας τῶν ἐπισήμων ἐσημειώθησαν δριμύταται ἐπικρίσεις κατὰ τῆς τότε ἐν Λονδίνῳ κυβερνήσεως, ἡ ὁποία κατηγορήθη ὅτι ἐγκατέλειψε τοὺς ἐξεγερθέντας. Περισσότεροι ἀπὸ 200.000 Πολωνοὶ ἐφονεύθησαν κατὰ τὴν διάρκειαν τῆς ἐξεγέρσεως. Αἱ ἐκδηλώσεις περιελάμβανον κατάθεσιν στεφάνων εἰς τὰ μνημεῖα τῶν πεσόντων καὶ ἐπιμνημοσύνους δεήσεις.: [949, 2058, 1564, 2113]
- divider: [586, 1280, 939, 1282]
